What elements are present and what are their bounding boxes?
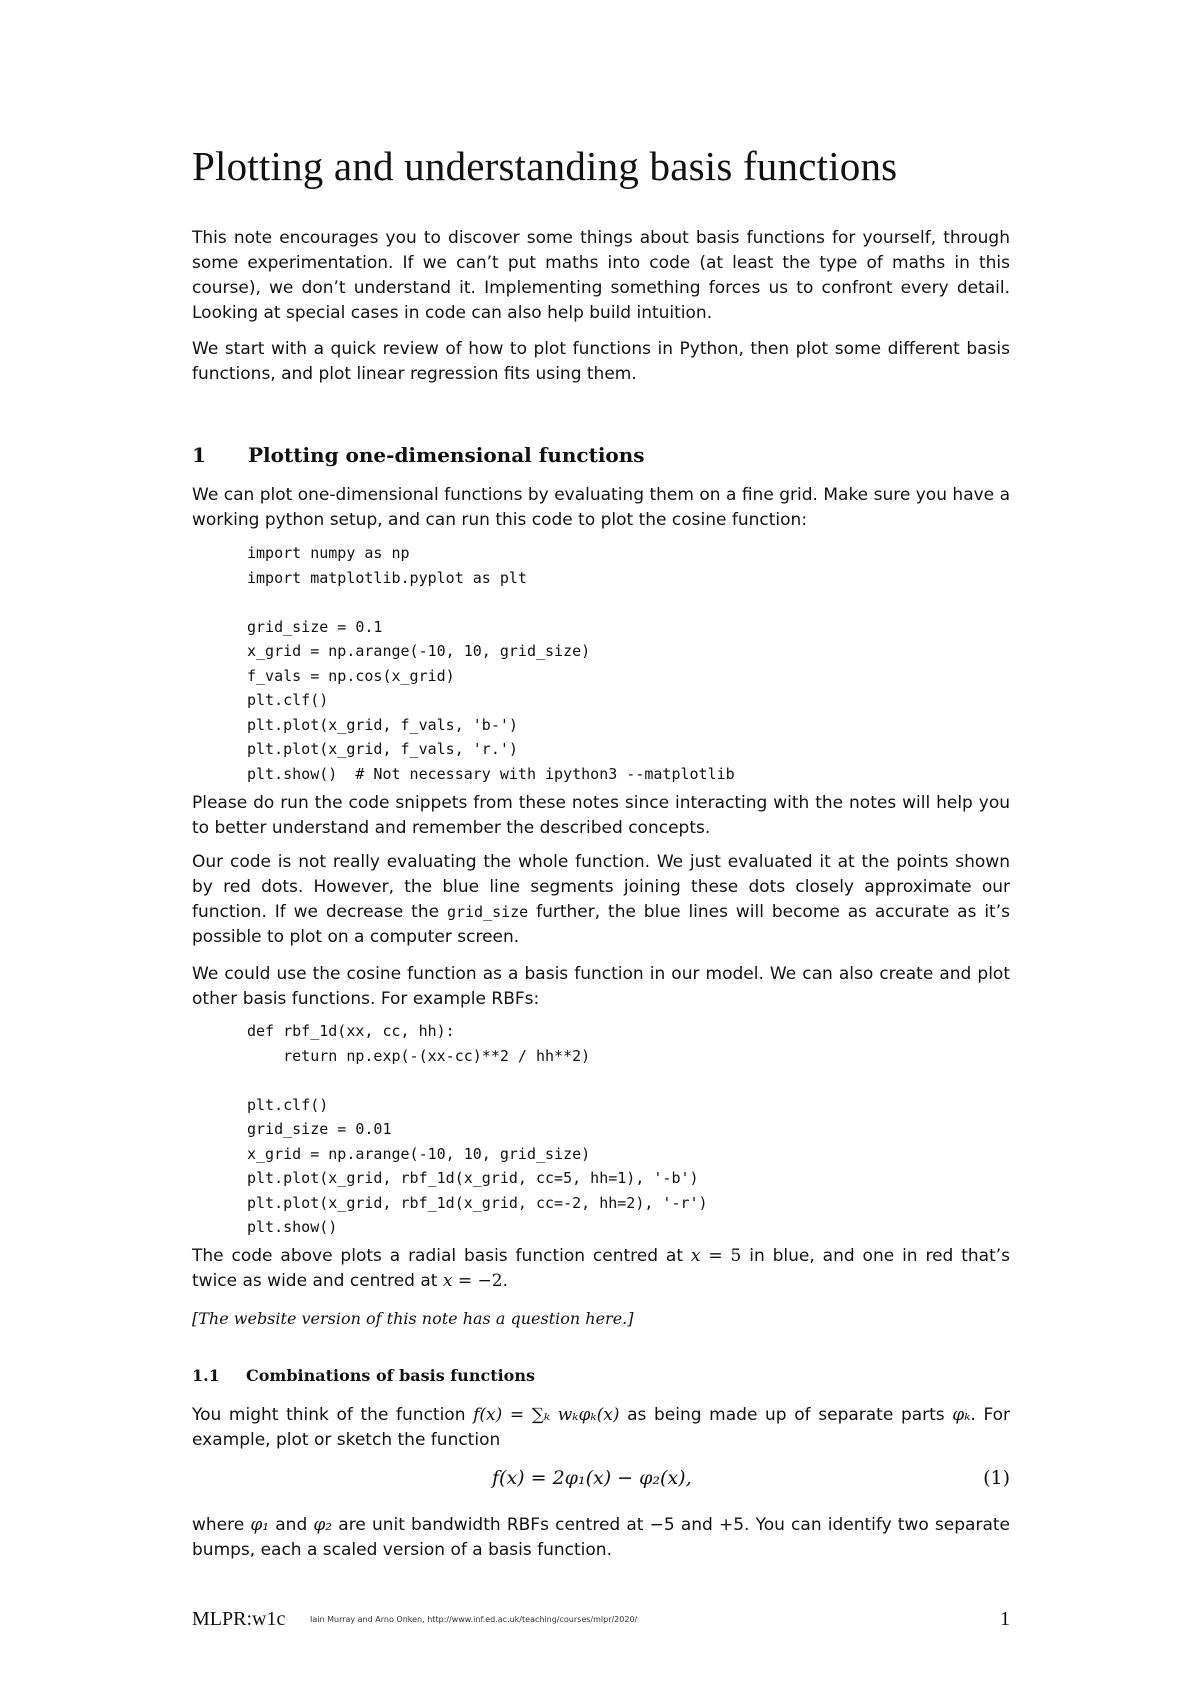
section-1-1-heading bbox=[192, 1366, 535, 1385]
section-1-paragraph-4: We could use the cosine function as a basis function in our model. We can also create and plot other basis functions. For example RBFs: bbox=[192, 964, 1010, 1009]
footer-credit: Iain Murray and Arno Onken, http://www.inf.ed.ac.uk/teaching/courses/mlpr/2020/ bbox=[310, 1615, 638, 1624]
section-1-paragraph-1: We can plot one-dimensional functions by evaluating them on a fine grid. Make sure you have a working python setup, and can run this code to plot the cosine function: bbox=[192, 485, 1010, 530]
code-block-rbf: def rbf_1d(xx, cc, hh): return np.exp(-(xx-cc)**2 / hh**2) plt.clf() grid_size = 0.01 x_grid = np.arange(-10, 10, grid_size) plt.plot(x_grid, rbf_1d(x_grid, cc=5, hh=1), '-b') plt.plot(x_grid, rbf_1d(x_grid, cc=-2, hh=2), '-r') plt.show() bbox=[247, 1022, 708, 1236]
s11-p2-text-c: are unit bandwidth RBFs centred at −5 and +5. You can identify two separate bumps, each a scaled version of a basis function. bbox=[192, 1515, 1010, 1560]
footer-page-number: 1 bbox=[1000, 1608, 1010, 1630]
website-question-note: [The website version of this note has a question here.] bbox=[192, 1309, 634, 1328]
s11-p2-text-b: and bbox=[269, 1515, 314, 1535]
math-eq-minus-2: = −2 bbox=[452, 1271, 503, 1291]
s11-p2-text-a: where bbox=[192, 1515, 251, 1535]
math-phi-k: φₖ bbox=[952, 1405, 971, 1425]
s11-text-a: You might think of the function bbox=[192, 1405, 474, 1425]
footer-course-label: MLPR:w1c bbox=[192, 1608, 286, 1630]
section-1-1-title: Combinations of basis functions bbox=[246, 1366, 535, 1385]
p3-text-b: further, the blue lines will become as accurate as it’s possible to plot on a computer screen. bbox=[192, 902, 1010, 947]
section-1-paragraph-2: Please do run the code snippets from these notes since interacting with the notes will help you to better understand and remember the described concepts. bbox=[192, 793, 1010, 838]
page-footer bbox=[192, 1608, 1010, 1632]
section-1-paragraph-5 bbox=[192, 1244, 1010, 1294]
equation-1-expression: f(x) = 2φ₁(x) − φ₂(x), bbox=[492, 1467, 692, 1489]
math-x-2: x bbox=[442, 1271, 453, 1291]
code-block-cosine: import numpy as np import matplotlib.pyplot as plt grid_size = 0.1 x_grid = np.arange(-10, 10, grid_size) f_vals = np.cos(x_grid) plt.clf() plt.plot(x_grid, f_vals, 'b-') plt.plot(x_grid, f_vals, 'r.') plt.show() # Not necessary with ipython3 --matplotlib bbox=[247, 544, 735, 783]
section-1-1-number: 1.1 bbox=[192, 1366, 220, 1385]
p5-text-c: . bbox=[502, 1271, 508, 1291]
equation-1 bbox=[192, 1467, 1010, 1495]
math-phi-1: φ₁ bbox=[250, 1515, 270, 1535]
section-1-paragraph-3 bbox=[192, 850, 1010, 950]
math-f-sum: f(x) = ∑ₖ wₖφₖ(x) bbox=[473, 1405, 620, 1425]
math-phi-2: φ₂ bbox=[313, 1515, 333, 1535]
section-1-heading bbox=[192, 443, 645, 467]
page-title: Plotting and understanding basis functions bbox=[192, 143, 898, 189]
section-1-1-paragraph-2 bbox=[192, 1513, 1010, 1563]
section-1-number: 1 bbox=[192, 443, 206, 467]
p5-text-a: The code above plots a radial basis function centred at bbox=[192, 1246, 691, 1266]
s11-text-b: as being made up of separate parts bbox=[619, 1405, 953, 1425]
p3-text-a: Our code is not really evaluating the whole function. We just evaluated it at the points shown by red dots. However, the blue line segments joining these dots closely approximate our function. If we decrease the bbox=[192, 852, 1010, 922]
s11-text-c: . For example, plot or sketch the function bbox=[192, 1405, 1011, 1450]
equation-1-number: (1) bbox=[983, 1467, 1010, 1489]
section-1-1-paragraph-1 bbox=[192, 1403, 1010, 1453]
inline-code-grid-size: grid_size bbox=[446, 903, 529, 921]
p5-text-b: in blue, and one in red that’s twice as wide and centred at bbox=[192, 1246, 1011, 1291]
intro-paragraph-1: This note encourages you to discover some things about basis functions for yourself, through some experimentation. If we can’t put maths into code (at least the type of maths in this course), we don’t understand it. Implementing something forces us to confront every detail. Looking at special cases in code can also help build intuition. bbox=[192, 228, 1010, 323]
math-eq-5: = 5 bbox=[700, 1246, 742, 1266]
intro-paragraph-2: We start with a quick review of how to plot functions in Python, then plot some different basis functions, and plot linear regression fits using them. bbox=[192, 339, 1010, 384]
math-x-1: x bbox=[690, 1246, 701, 1266]
section-1-title: Plotting one-dimensional functions bbox=[248, 443, 645, 467]
